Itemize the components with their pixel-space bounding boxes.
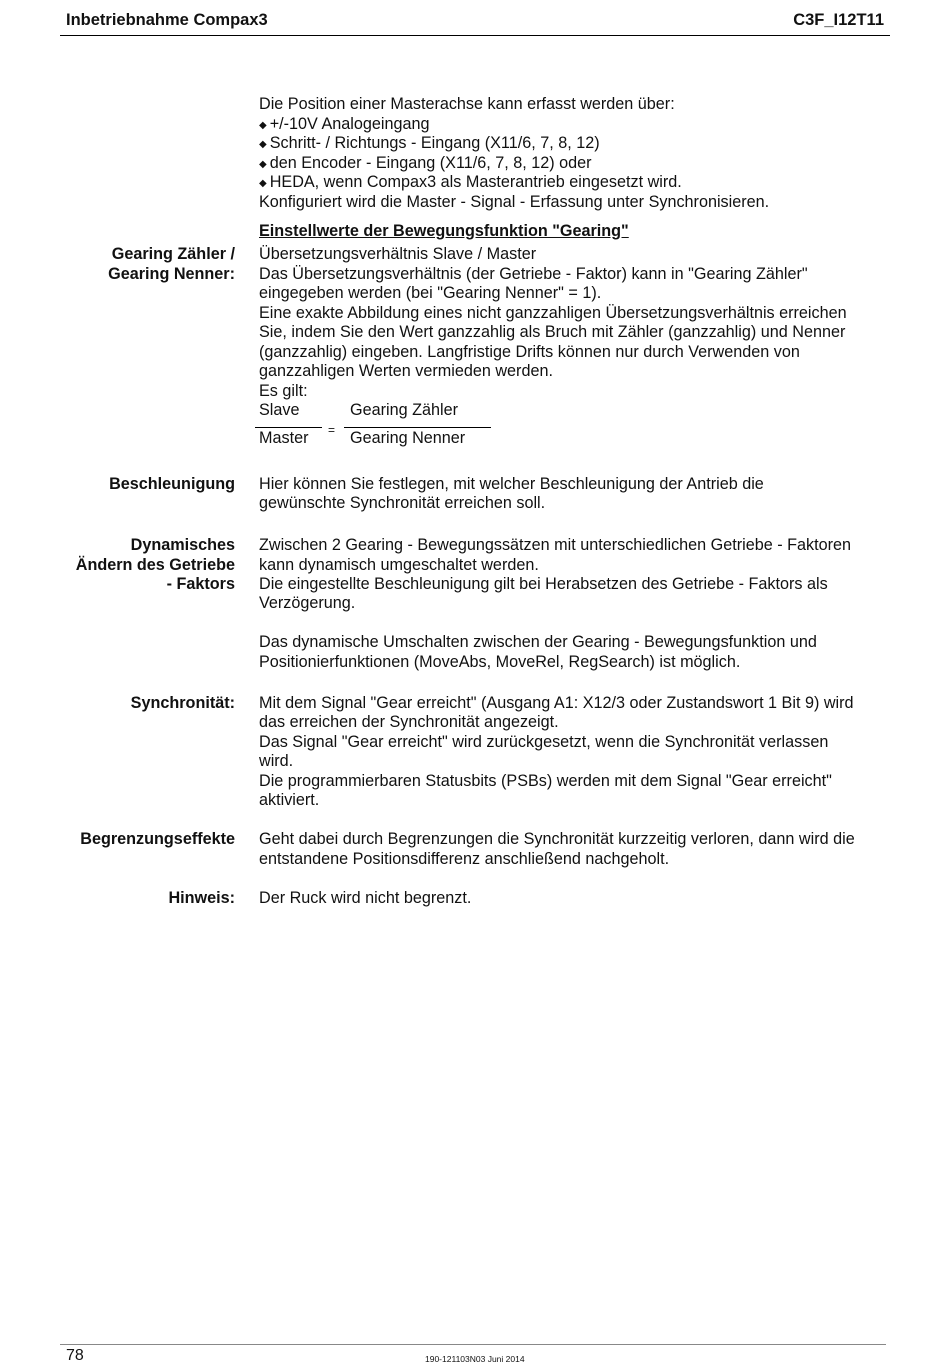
dynamisch-line: kann dynamisch umgeschaltet werden. [259, 556, 539, 574]
intro-line: Die Position einer Masterachse kann erfasst werden über: [259, 95, 675, 113]
header-code: C3F_I12T11 [793, 11, 884, 29]
formula-fraction-bar-left [255, 427, 322, 428]
beschleunigung-line: gewünschte Synchronität erreichen soll. [259, 494, 546, 512]
synchronitaet-label: Synchronität: [130, 694, 235, 712]
synchronitaet-line: das erreichen der Synchronität angezeigt. [259, 713, 559, 731]
intro-bullet: ◆ +/-10V Analogeingang [259, 115, 889, 137]
footer-doc-id: 190-121103N03 Juni 2014 [425, 1354, 525, 1364]
intro-bullet: ◆ Schritt- / Richtungs - Eingang (X11/6, 7, 8, 12) [259, 134, 889, 156]
formula-equals: = [328, 423, 336, 437]
synchronitaet-line: wird. [259, 752, 294, 770]
gearing-line: (ganzzahlig) eingeben. Langfristige Drifts können nur durch Verwenden von [259, 343, 800, 361]
synchronitaet-line: Die programmierbaren Statusbits (PSBs) werden mit dem Signal "Gear erreicht" [259, 772, 832, 790]
hinweis-label: Hinweis: [168, 889, 235, 907]
intro-closing: Konfiguriert wird die Master - Signal - Erfassung unter Synchronisieren. [259, 193, 770, 211]
dynamisch-line: Das dynamische Umschalten zwischen der Gearing - Bewegungsfunktion und [259, 633, 817, 651]
header-title: Inbetriebnahme Compax3 [66, 11, 268, 29]
formula-fraction-bar-right [344, 427, 491, 428]
dynamisch-label: - Faktors [166, 575, 235, 593]
gearing-line: Eine exakte Abbildung eines nicht ganzzahligen Übersetzungsverhältnis erreichen [259, 304, 847, 322]
formula-right-denominator: Gearing Nenner [350, 429, 466, 447]
footer-rule [60, 1344, 886, 1345]
gearing-line: Es gilt: [259, 382, 308, 400]
dynamisch-label: Dynamisches [130, 536, 235, 554]
gearing-line: ganzzahligen Werten vermieden werden. [259, 362, 553, 380]
gearing-line: Das Übersetzungsverhältnis (der Getriebe - Faktor) kann in "Gearing Zähler" [259, 265, 808, 283]
begrenzung-label: Begrenzungseffekte [80, 830, 235, 848]
gearing-line: Übersetzungsverhältnis Slave / Master [259, 245, 537, 263]
synchronitaet-line: aktiviert. [259, 791, 320, 809]
hinweis-text: Der Ruck wird nicht begrenzt. [259, 889, 472, 907]
beschleunigung-label: Beschleunigung [109, 475, 235, 493]
dynamisch-label: Ändern des Getriebe [75, 556, 235, 574]
formula-right-numerator: Gearing Zähler [350, 401, 458, 419]
begrenzung-line: entstandene Positionsdifferenz anschließend nachgeholt. [259, 850, 670, 868]
synchronitaet-line: Das Signal "Gear erreicht" wird zurückgesetzt, wenn die Synchronität verlassen [259, 733, 829, 751]
gearing-label: Gearing Nenner: [108, 265, 235, 283]
formula-left-numerator: Slave [259, 401, 300, 419]
gearing-line: eingegeben werden (bei "Gearing Nenner" = 1). [259, 284, 602, 302]
intro-bullet: ◆ HEDA, wenn Compax3 als Masterantrieb eingesetzt wird. [259, 173, 889, 195]
gearing-label: Gearing Zähler / [111, 245, 235, 263]
footer-page-number: 78 [66, 1347, 84, 1364]
dynamisch-line: Zwischen 2 Gearing - Bewegungssätzen mit unterschiedlichen Getriebe - Faktoren [259, 536, 852, 554]
beschleunigung-line: Hier können Sie festlegen, mit welcher Beschleunigung der Antrieb die [259, 475, 764, 493]
dynamisch-line: Die eingestellte Beschleunigung gilt bei Herabsetzen des Getriebe - Faktors als [259, 575, 828, 593]
intro-bullet: ◆ den Encoder - Eingang (X11/6, 7, 8, 12) oder [259, 154, 889, 176]
formula-left-denominator: Master [259, 429, 309, 447]
gearing-line: Sie, indem Sie den Wert ganzzahlig als Bruch mit Zähler (ganzzahlig) und Nenner [259, 323, 846, 341]
begrenzung-line: Geht dabei durch Begrenzungen die Synchronität kurzzeitig verloren, dann wird die [259, 830, 855, 848]
synchronitaet-line: Mit dem Signal "Gear erreicht" (Ausgang A1: X12/3 oder Zustandswort 1 Bit 9) wird [259, 694, 854, 712]
dynamisch-line: Verzögerung. [259, 594, 356, 612]
dynamisch-line: Positionierfunktionen (MoveAbs, MoveRel, RegSearch) ist möglich. [259, 653, 741, 671]
section-heading: Einstellwerte der Bewegungsfunktion "Gearing" [259, 222, 629, 240]
header-rule [60, 35, 890, 36]
